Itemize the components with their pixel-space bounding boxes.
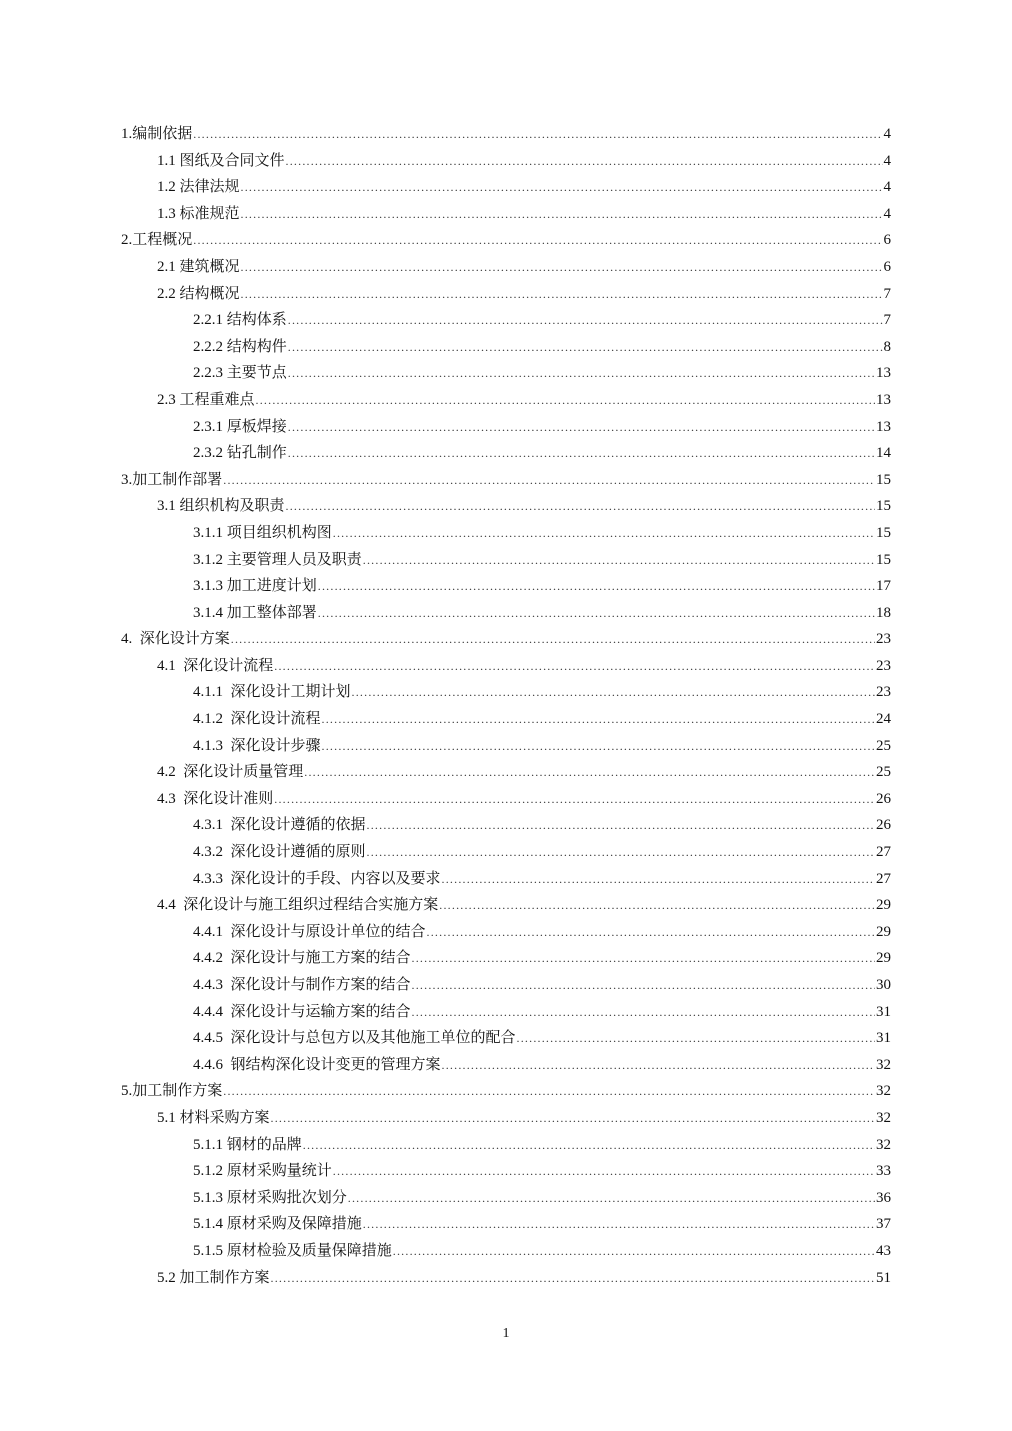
toc-entry-page: 29 — [876, 923, 891, 940]
toc-dot-leader — [333, 1158, 875, 1185]
toc-entry[interactable] — [0, 1132, 1012, 1159]
toc-entry-page: 15 — [876, 524, 891, 541]
toc-entry-title: 4. 深化设计方案 — [121, 631, 230, 648]
toc-entry-page: 7 — [883, 285, 891, 302]
toc-entry[interactable] — [0, 812, 1012, 839]
toc-entry-title: 5.1.5 原材检验及质量保障措施 — [193, 1242, 392, 1259]
toc-entry-title: 3.1.3 加工进度计划 — [193, 578, 317, 595]
toc-entry-title: 1.1 图纸及合同文件 — [157, 152, 285, 169]
toc-entry-title: 4.3.2 深化设计遵循的原则 — [193, 844, 366, 861]
toc-entry[interactable] — [0, 786, 1012, 813]
toc-entry[interactable] — [0, 1185, 1012, 1212]
toc-entry-page: 26 — [876, 817, 891, 834]
toc-dot-leader — [352, 679, 875, 706]
toc-entry[interactable] — [0, 1158, 1012, 1185]
toc-entry[interactable] — [0, 201, 1012, 228]
toc-entry-title: 4.1.3 深化设计步骤 — [193, 737, 321, 754]
toc-dot-leader — [288, 307, 883, 334]
toc-dot-leader — [412, 972, 875, 999]
toc-entry-page: 31 — [876, 1030, 891, 1047]
toc-entry-title: 3.1 组织机构及职责 — [157, 498, 285, 515]
toc-entry[interactable] — [0, 573, 1012, 600]
toc-dot-leader — [223, 1078, 875, 1105]
toc-entry[interactable] — [0, 600, 1012, 627]
toc-dot-leader — [427, 919, 875, 946]
toc-entry[interactable] — [0, 892, 1012, 919]
toc-entry-title: 4.3 深化设计准则 — [157, 790, 274, 807]
toc-entry-page: 25 — [876, 764, 891, 781]
toc-entry-title: 3.1.4 加工整体部署 — [193, 604, 317, 621]
toc-entry-title: 4.1 深化设计流程 — [157, 657, 274, 674]
toc-entry-title: 4.2 深化设计质量管理 — [157, 764, 304, 781]
toc-dot-leader — [318, 600, 875, 627]
toc-dot-leader — [288, 414, 875, 441]
toc-entry-page: 32 — [876, 1056, 891, 1073]
toc-entry[interactable] — [0, 626, 1012, 653]
toc-dot-leader — [367, 839, 875, 866]
toc-entry[interactable] — [0, 254, 1012, 281]
toc-entry[interactable] — [0, 866, 1012, 893]
toc-entry[interactable] — [0, 839, 1012, 866]
toc-entry-page: 24 — [876, 711, 891, 728]
toc-entry[interactable] — [0, 148, 1012, 175]
toc-dot-leader — [303, 1132, 875, 1159]
toc-entry-page: 14 — [876, 445, 891, 462]
toc-entry-title: 4.4.6 钢结构深化设计变更的管理方案 — [193, 1056, 441, 1073]
toc-dot-leader — [288, 360, 875, 387]
toc-entry[interactable] — [0, 1238, 1012, 1265]
toc-entry[interactable] — [0, 1052, 1012, 1079]
toc-entry-page: 6 — [883, 232, 891, 249]
toc-dot-leader — [442, 1052, 875, 1079]
toc-entry[interactable] — [0, 493, 1012, 520]
toc-entry-page: 17 — [876, 578, 891, 595]
toc-entry-title: 2.3.1 厚板焊接 — [193, 418, 287, 435]
toc-entry-page: 4 — [883, 126, 891, 142]
toc-entry-title: 2.3.2 钻孔制作 — [193, 445, 287, 462]
toc-entry-page: 8 — [883, 338, 891, 355]
toc-entry-title: 4.4.4 深化设计与运输方案的结合 — [193, 1003, 411, 1020]
toc-entry[interactable] — [0, 706, 1012, 733]
toc-dot-leader — [288, 334, 883, 361]
toc-entry[interactable] — [0, 227, 1012, 254]
toc-entry-title: 5.2 加工制作方案 — [157, 1269, 270, 1286]
toc-entry[interactable] — [0, 653, 1012, 680]
toc-dot-leader — [517, 1025, 875, 1052]
toc-entry-page: 36 — [876, 1189, 891, 1206]
toc-dot-leader — [193, 121, 882, 148]
toc-entry-page: 27 — [876, 844, 891, 861]
toc-entry-title: 5.1 材料采购方案 — [157, 1109, 270, 1126]
toc-entry-page: 13 — [876, 365, 891, 382]
toc-dot-leader — [367, 812, 875, 839]
toc-entry-title: 3.加工制作部署 — [121, 471, 223, 488]
toc-entry-page: 23 — [876, 657, 891, 674]
toc-entry-title: 2.2.3 主要节点 — [193, 365, 287, 382]
toc-dot-leader — [304, 759, 875, 786]
toc-dot-leader — [363, 547, 875, 574]
toc-entry-page: 26 — [876, 790, 891, 807]
toc-entry[interactable] — [0, 733, 1012, 760]
toc-entry-title: 4.1.2 深化设计流程 — [193, 711, 321, 728]
page-number: 1 — [502, 1326, 510, 1341]
toc-entry-title: 2.2 结构概况 — [157, 285, 240, 302]
toc-entry-page: 33 — [876, 1163, 891, 1180]
toc-dot-leader — [348, 1185, 875, 1212]
toc-entry[interactable] — [0, 1025, 1012, 1052]
toc-entry-page: 51 — [876, 1269, 891, 1286]
toc-entry[interactable] — [0, 759, 1012, 786]
toc-entry-title: 1.2 法律法规 — [157, 179, 240, 196]
toc-entry-page: 25 — [876, 737, 891, 754]
toc-entry-page: 4 — [883, 179, 891, 196]
toc-entry[interactable] — [0, 467, 1012, 494]
toc-dot-leader — [271, 1265, 875, 1292]
toc-entry-title: 5.1.2 原材采购量统计 — [193, 1163, 332, 1180]
toc-entry-page: 32 — [876, 1083, 891, 1100]
toc-entry-page: 32 — [876, 1109, 891, 1126]
toc-entry-title: 3.1.2 主要管理人员及职责 — [193, 551, 362, 568]
toc-dot-leader — [223, 467, 875, 494]
toc-entry-title: 2.3 工程重难点 — [157, 391, 255, 408]
toc-entry[interactable] — [0, 547, 1012, 574]
toc-entry[interactable] — [0, 334, 1012, 361]
toc-dot-leader — [286, 148, 883, 175]
toc-entry-page: 15 — [876, 551, 891, 568]
toc-entry-title: 4.4 深化设计与施工组织过程结合实施方案 — [157, 897, 439, 914]
toc-entry-title: 4.3.1 深化设计遵循的依据 — [193, 817, 366, 834]
toc-dot-leader — [288, 440, 875, 467]
toc-dot-leader — [241, 281, 883, 308]
toc-entry[interactable] — [0, 999, 1012, 1026]
toc-entry[interactable] — [0, 679, 1012, 706]
toc-dot-leader — [322, 733, 875, 760]
toc-entry[interactable] — [0, 1078, 1012, 1105]
toc-entry[interactable] — [0, 281, 1012, 308]
toc-entry-page: 43 — [876, 1242, 891, 1259]
toc-entry-title: 5.1.3 原材采购批次划分 — [193, 1189, 347, 1206]
toc-entry-page: 30 — [876, 977, 891, 993]
toc-dot-leader — [274, 786, 875, 813]
toc-entry-page: 37 — [876, 1216, 891, 1233]
toc-dot-leader — [271, 1105, 875, 1132]
toc-entry[interactable] — [0, 1105, 1012, 1132]
toc-entry[interactable] — [0, 121, 1012, 148]
toc-entry-page: 7 — [883, 312, 891, 329]
table-of-contents — [0, 121, 1012, 1291]
toc-entry[interactable] — [0, 1211, 1012, 1238]
toc-dot-leader — [274, 653, 875, 680]
toc-dot-leader — [412, 999, 875, 1026]
toc-entry-page: 13 — [876, 418, 891, 435]
toc-entry[interactable] — [0, 520, 1012, 547]
toc-dot-leader — [241, 254, 883, 281]
toc-entry-page: 23 — [876, 631, 891, 648]
toc-dot-leader — [442, 866, 875, 893]
toc-entry[interactable] — [0, 360, 1012, 387]
toc-entry-title: 3.1.1 项目组织机构图 — [193, 524, 332, 541]
toc-entry-title: 2.1 建筑概况 — [157, 258, 240, 275]
toc-entry-title: 4.4.1 深化设计与原设计单位的结合 — [193, 923, 426, 940]
toc-entry-title: 4.4.2 深化设计与施工方案的结合 — [193, 950, 411, 967]
toc-entry-page: 29 — [876, 897, 891, 914]
toc-entry-page: 15 — [876, 471, 891, 488]
toc-entry[interactable] — [0, 307, 1012, 334]
toc-entry[interactable] — [0, 919, 1012, 946]
toc-entry-page: 27 — [876, 870, 891, 887]
toc-entry[interactable] — [0, 387, 1012, 414]
toc-dot-leader — [363, 1211, 875, 1238]
toc-entry[interactable] — [0, 414, 1012, 441]
toc-entry-page: 4 — [883, 152, 891, 169]
toc-dot-leader — [412, 945, 875, 972]
toc-dot-leader — [318, 573, 875, 600]
toc-dot-leader — [322, 706, 875, 733]
toc-entry[interactable] — [0, 440, 1012, 467]
toc-dot-leader — [256, 387, 875, 414]
toc-dot-leader — [241, 174, 883, 201]
toc-entry-page: 6 — [883, 258, 891, 275]
toc-entry-title: 1.编制依据 — [121, 126, 193, 142]
toc-entry-title: 2.2.2 结构构件 — [193, 338, 287, 355]
toc-entry-title: 5.1.4 原材采购及保障措施 — [193, 1216, 362, 1233]
toc-entry-title: 2.工程概况 — [121, 232, 193, 249]
toc-entry-page: 29 — [876, 950, 891, 967]
toc-dot-leader — [333, 520, 875, 547]
toc-entry-title: 4.4.3 深化设计与制作方案的结合 — [193, 977, 411, 993]
toc-dot-leader — [393, 1238, 875, 1265]
toc-dot-leader — [439, 892, 875, 919]
toc-entry-title: 4.4.5 深化设计与总包方以及其他施工单位的配合 — [193, 1030, 516, 1047]
toc-entry-title: 5.加工制作方案 — [121, 1083, 223, 1100]
toc-entry[interactable] — [0, 945, 1012, 972]
toc-dot-leader — [241, 201, 883, 228]
toc-entry-page: 4 — [883, 205, 891, 222]
toc-entry-page: 18 — [876, 604, 891, 621]
toc-entry-page: 13 — [876, 391, 891, 408]
toc-entry-page: 31 — [876, 1003, 891, 1020]
toc-entry[interactable] — [0, 174, 1012, 201]
toc-dot-leader — [231, 626, 875, 653]
toc-entry-page: 15 — [876, 498, 891, 515]
toc-entry-title: 5.1.1 钢材的品牌 — [193, 1136, 302, 1153]
toc-entry-page: 23 — [876, 684, 891, 701]
toc-entry-title: 4.1.1 深化设计工期计划 — [193, 684, 351, 701]
toc-entry-title: 2.2.1 结构体系 — [193, 312, 287, 329]
toc-entry-page: 32 — [876, 1136, 891, 1153]
toc-entry[interactable] — [0, 972, 1012, 999]
toc-entry[interactable] — [0, 1265, 1012, 1292]
toc-dot-leader — [193, 227, 882, 254]
toc-dot-leader — [286, 493, 875, 520]
toc-entry-title: 4.3.3 深化设计的手段、内容以及要求 — [193, 870, 441, 887]
toc-entry-title: 1.3 标准规范 — [157, 205, 240, 222]
